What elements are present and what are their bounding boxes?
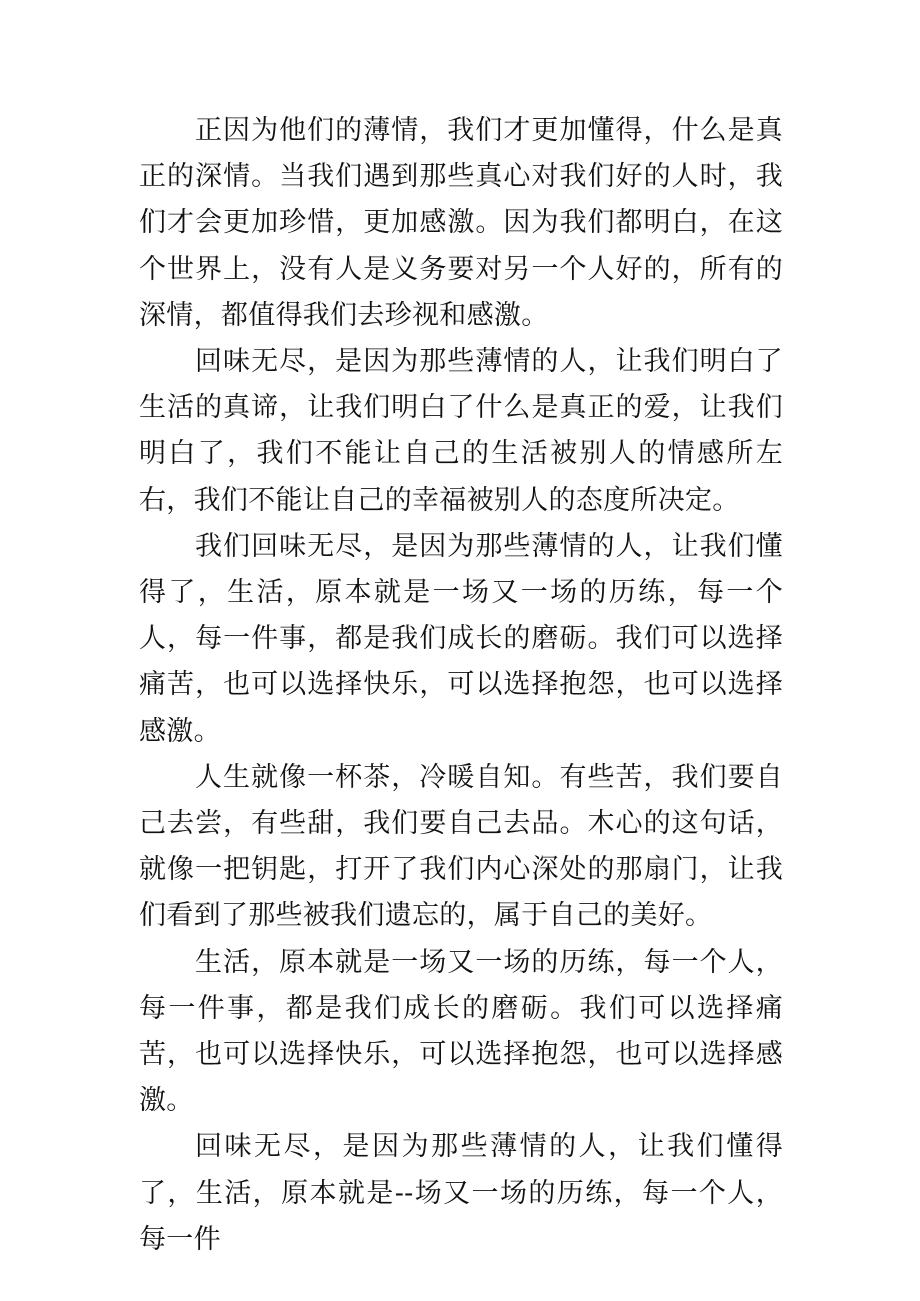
paragraph-2: 回味无尽，是因为那些薄情的人，让我们明白了生活的真谛，让我们明白了什么是真正的爱，让我们明白了，我们不能让自己的生活被别人的情感所左右，我们不能让自己的幸福被别人的态度所决定。 — [139, 346, 783, 516]
document-body — [139, 108, 783, 1263]
paragraph-6: 回味无尽，是因为那些薄情的人，让我们懂得了，生活，原本就是--场又一场的历练，每一个人，每一件 — [139, 1131, 783, 1255]
paragraph-4: 人生就像一杯茶，冷暖自知。有些苦，我们要自己去尝，有些甜，我们要自己去品。木心的这句话，就像一把钥匙，打开了我们内心深处的那扇门，让我们看到了那些被我们遗忘的，属于自己的美好。 — [139, 761, 783, 932]
paragraph-1: 正因为他们的薄情，我们才更加懂得，什么是真正的深情。当我们遇到那些真心对我们好的人时，我们才会更加珍惜，更加感激。因为我们都明白，在这个世界上，没有人是义务要对另一个人好的，所有的深情，都值得我们去珍视和感激。 — [139, 115, 783, 331]
paragraph-5: 生活，原本就是一场又一场的历练，每一个人，每一件事，都是我们成长的磨砺。我们可以选择痛苦，也可以选择快乐，可以选择抱怨，也可以选择感激。 — [139, 946, 783, 1117]
paragraph-3: 我们回味无尽，是因为那些薄情的人，让我们懂得了，生活，原本就是一场又一场的历练，每一个人，每一件事，都是我们成长的磨砺。我们可以选择痛苦，也可以选择快乐，可以选择抱怨，也可以选择感激。 — [139, 530, 783, 747]
